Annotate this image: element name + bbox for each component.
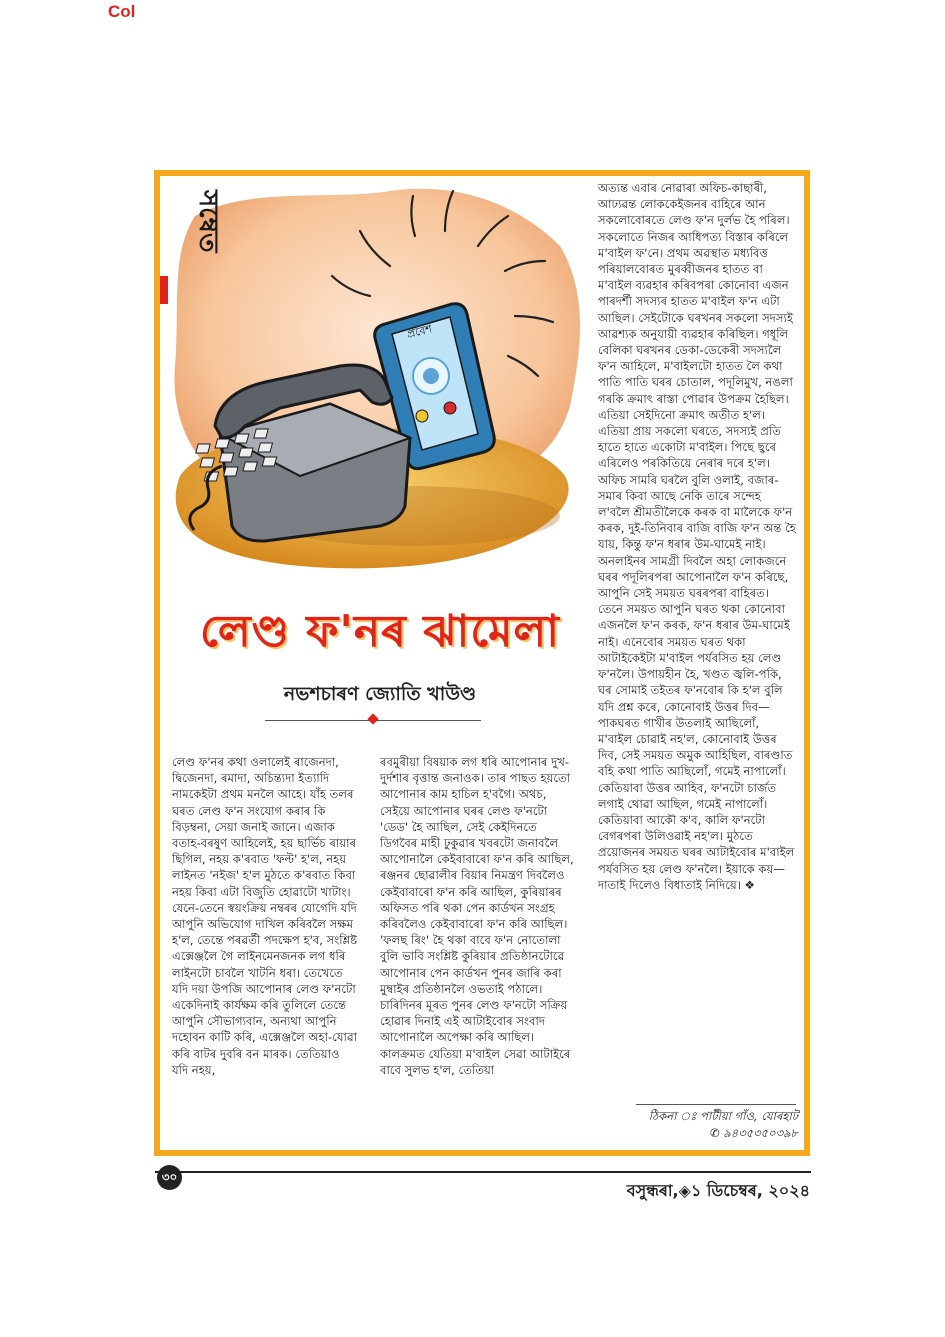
illustration [160, 176, 590, 591]
footer-rule [155, 1171, 811, 1173]
column-3-text: অত্যন্ত এবাৰ নোৱাৰা অফিচ-কাছাৰী, আঢ্যৱন্ত লোককেইজনৰ বাহিৰে আন সকলোবোৰতে লেণ্ড ফ'ন দুৰ্লভ হৈ পৰিল। সকলোতে নিজৰ আধিপত্য বিস্তাৰ কৰিলে ম'বাইল ফ'নে। প্ৰথম অৱস্থাত মধ্যবিত্ত পৰিয়ালবোৰত মুৰব্বীজনৰ হাতত বা ম'বাইল ব্যৱহাৰ কৰিবপৰা কোনোবা এজন পাৰদৰ্শী সদস্যৰ হাতত ম'বাইল ফ'ন এটা আছিল। সেইটোকে ঘৰখনৰ সকলো সদস্যই আৱশ্যক অনুযায়ী ব্যৱহাৰ কৰিছিল। গধূলি বেলিকা ঘৰখনৰ ডেকা-ডেকেৰী সদস্যলৈ ফ'ন আহিলে, ম'বাইলটো হাতত লৈ কথা পাতি পাতি ঘৰৰ চোতাল, পদূলিমুখ, নঙলা গৰকি ক্ৰমাৎ ৰাস্তা পোৱাৰ উপক্ৰম হৈছিল। এতিয়া সেইদিনো ক্ৰমাৎ অতীত হ'ল। এতিয়া প্ৰায় সকলো ঘৰতে, সদস্যই প্ৰতি হাতে হাতে একোটা ম'বাইল। পিছে ছ্বৰে এৰিলেও পৰকিতিয়ে নেৰাৰ দৰে হ'ল। অফিচ সামৰি ঘৰলৈ বুলি ওলাই, বজাৰ- সমাৰ কিবা আছে নেকি তাৰে সন্দেহ ল'বলৈ শ্ৰীমতীলৈকে কৰক বা মালৈকে ফ'ন কৰক, দুই-তিনিবাৰ বাজি বাজি ফ'ন অন্ত হৈ যায়, কিন্তু ফ'ন ধৰাৰ উম-ঘামেই নাই। অনলাইনৰ সামগ্ৰী দিবলৈ অহা লোকজনে ঘৰৰ পদূলিৰপৰা আপোনালৈ ফ'ন কৰিছে, আপুনি সেই সময়ত ঘৰৰপৰা বাহিৰত। তেনে সময়ত আপুনি ঘৰত থকা কোনোবা এজনলৈ ফ'ন কৰক, ফ'ন ধৰাৰ উম-ঘামেই নাই। এনেবোৰ সময়ত ঘৰত থকা আটাইকেইটা ম'বাইল পৰ্যবসিত হয় লেণ্ড ফ'নলৈ। উপায়হীন হৈ, খণ্ডত জ্বলি-পকি, ঘৰ সোমাই তইতৰ ফ'নবোৰ কি হ'ল বুলি যদি প্ৰশ্ন কৰে, কোনোবাই উত্তৰ দিব—পাকঘৰত গাখীৰ উতলাই আছিলোঁ, ম'বাইল চোৱাই নহ'ল, কোনোবাই উত্তৰ দিব, সেই সময়ত অমুক আহিছিল, বাৰণ্ডাত বহি কথা পাতি আছিলোঁ, গমেই নাপালোঁ। কেতিয়াবা উত্তৰ আহিব, ফ'নটো চাৰ্জত লগাই থোৱা আছিল, গমেই নাপালোঁ। কেতিয়াবা আকৌ ক'ব, কালি ফ'নটো বেগৰপৰা উলিওৱাই নহ'ল। মুঠতে প্ৰয়োজনৰ সময়ত ঘৰৰ আটাইবোৰ ম'বাইল পৰ্যবসিত হয় লেণ্ড ফ'নলৈ। ইয়াকে কয়— দাতাই দিলেও বিধাতাই নিদিয়ে। ❖ [598, 181, 796, 892]
section-label-text: সম্বেত [193, 190, 223, 253]
article-column-2 [380, 754, 576, 1142]
article-column-1 [172, 754, 358, 1142]
address-rule [636, 1104, 796, 1105]
author-address [620, 1108, 798, 1142]
publication-date-line: বসুন্ধৰা,◈১ ডিচেম্বৰ, ২০২৪ [626, 1181, 810, 1200]
article-author: নভশচাৰণ জ্যোতি খাউণ্ড [283, 683, 477, 705]
article-column-3 [598, 180, 796, 1100]
column-1-text: লেণ্ড ফ'নৰ কথা ওলালেই ৰাজেনদা, দ্বিজেনদা, ৰমাদা, অচিন্ত্যদা ইত্যাদি নামকেইটা প্ৰথম মনলৈ আহে। যাঁহ তলৰ ঘৰত লেণ্ড ফ'ন সংযোগ কৰাৰ কি বিড়ম্বনা, সেয়া জনাই জানে। এজাক বতাহ-বৰষুণ আহিলেই, হয় ছাৰ্ভিচ ৰায়াৰ ছিগিল, নহয় ক'ৰবাত 'ফল্ট' হ'ল, নহয় লাইনত 'নইজ' হ'ল মুঠতে ক'ৰবাত কিবা নহয় কিবা এটা বিজুতি হোৱাটো খাটাং। যেনে-তেনে স্বয়ংক্ৰিয় নম্বৰৰ যোগেদি যদি আপুনি অভিযোগ দাখিল কৰিবলৈ সক্ষম হ'ল, তেন্তে পৰৱৰ্তী পদক্ষেপ হ'ব, সংশ্লিষ্ট এক্সেঞ্জলৈ গৈ লাইনমেনজনক লগ ধৰি লাইনটো চাবলৈ খাটনি ধৰা। তেখেতে যদি দয়া উপজি আপোনাৰ লেণ্ড ফ'নটো একেদিনাই কাৰ্যক্ষম কৰি তুলিলে তেন্তে আপুনি সৌভাগ্যবান, অন্যথা আপুনি দহোবন কাটি কৰি, এক্সেঞ্জলৈ অহা-যোৱা কৰি বাটৰ দুবৰি বন মাৰক। তেতিয়াও যদি নহয়, [172, 755, 358, 1077]
section-label [160, 182, 223, 304]
phone-brand-text: প্ৰবেশ [405, 322, 434, 341]
phone-line: ✆ ৯৪৩৫৩৫০৩৯৮ [710, 1126, 798, 1140]
color-mark: Col [108, 2, 136, 21]
page-number: ৩০ [157, 1165, 182, 1190]
article-title: লেণ্ড ফ'নৰ ঝামেলা [200, 606, 560, 657]
column-2-text: ৰবমুৰীয়া বিষয়াক লগ ধৰি আপোনাৰ দুখ-দুৰ্দশাৰ বৃত্তান্ত জনাওক। তাৰ পাছত হয়তো আপোনাৰ কাম হাচিল হ'বগৈ। অথচ, সেইয়ে আপোনাৰ ঘৰৰ লেণ্ড ফ'নটো 'ডেড' হৈ আছিল, সেই কেইদিনতে ডিগবৈৰ মাহী ঢুকুৱাৰ খবৰটো জনাবলৈ আপোনালৈ কেইবাবাৰো ফ'ন কৰি আছিল, ৰঞ্জনৰ ছোৱালীৰ বিয়াৰ নিমন্ত্ৰণ দিবলৈও কেইবাবাৰো ফ'ন কৰি আছিল, কুৰিয়াৰৰ অফিসত পৰি থকা পেন কাৰ্ডখন সংগ্ৰহ কৰিবলৈও কেইবাবাৰো ফ'ন কৰি আছিল। 'ফলছ ৰিং' হৈ থকা বাবে ফ'ন নোতোলা বুলি ভাবি সংশ্লিষ্ট কুৰিয়াৰ প্ৰতিষ্ঠানটোৱে আপোনাৰ পেন কাৰ্ডখন পুনৰ জাৰি কৰা মুম্বাইৰ প্ৰতিষ্ঠানলৈ ওভতাই পঠালে। চাৰিদিনৰ মূৰত পুনৰ লেণ্ড ফ'নটো সক্ৰিয় হোৱাৰ দিনাই এই আটাইবোৰ সংবাদ আপোনালৈ অপেক্ষা কৰি আছিল। কালক্ৰমত যেতিয়া ম'বাইল সেৱা আটাইৰে বাবে সুলভ হ'ল, তেতিয়া [380, 755, 574, 1077]
section-accent-bar [160, 276, 168, 304]
address-line: ঠিকনা ঃ পাটীয়া গাঁও, যোৰহাট [648, 1109, 798, 1123]
